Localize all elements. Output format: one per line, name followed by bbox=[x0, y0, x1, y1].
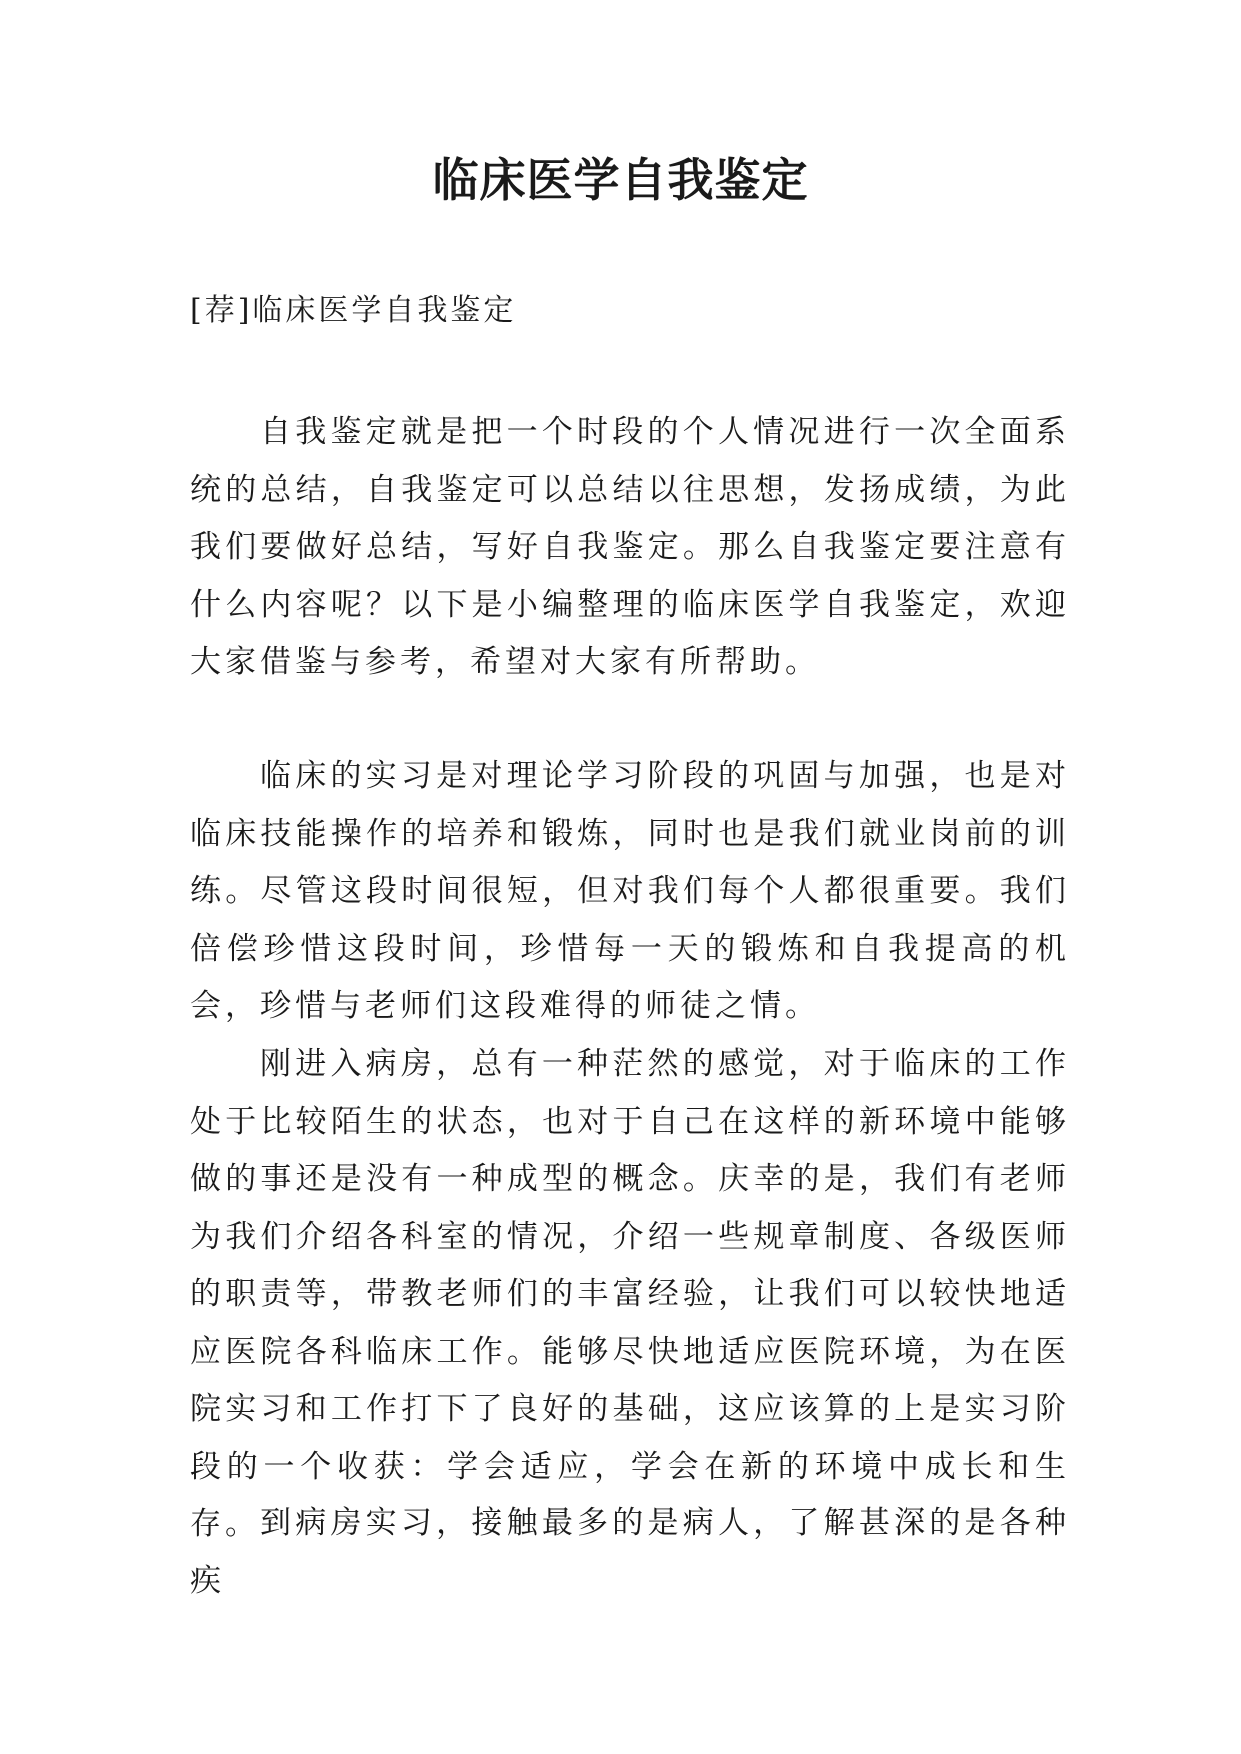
document-title: 临床医学自我鉴定 bbox=[432, 153, 809, 207]
paragraph-internship: 临床的实习是对理论学习阶段的巩固与加强，也是对临床技能操作的培养和锻炼，同时也是我们就业岗前的训练。尽管这段时间很短，但对我们每个人都很重要。我们倍偿珍惜这段时间，珍惜每一天的锻炼和自我提高的机会，珍惜与老师们这段难得的师徒之情。 bbox=[190, 758, 1070, 1024]
paragraph-patients: 到病房实习，接触最多的是病人，了解甚深的是各种疾 bbox=[190, 1505, 1070, 1599]
document-subtitle: [荐]临床医学自我鉴定 bbox=[190, 293, 517, 328]
paragraph-adaptation: 刚进入病房，总有一种茫然的感觉，对于临床的工作处于比较陌生的状态，也对于自己在这样的新环境中能够做的事还是没有一种成型的概念。庆幸的是，我们有老师为我们介绍各科室的情况，介绍一些规章制度、各级医师的职责等，带教老师们的丰富经验，让我们可以较快地适应医院各科临床工作。能够尽快地适应医院环境，为在医院实习和工作打下了良好的基础，这应该算的上是实习阶段的一个收获：学会适应，学会在新的环境中成长和生存。 bbox=[190, 1046, 1070, 1542]
paragraph-intro: 自我鉴定就是把一个时段的个人情况进行一次全面系统的总结，自我鉴定可以总结以往思想，发扬成绩，为此我们要做好总结，写好自我鉴定。那么自我鉴定要注意有什么内容呢？以下是小编整理的临床医学自我鉴定，欢迎大家借鉴与参考，希望对大家有所帮助。 bbox=[190, 414, 1070, 680]
